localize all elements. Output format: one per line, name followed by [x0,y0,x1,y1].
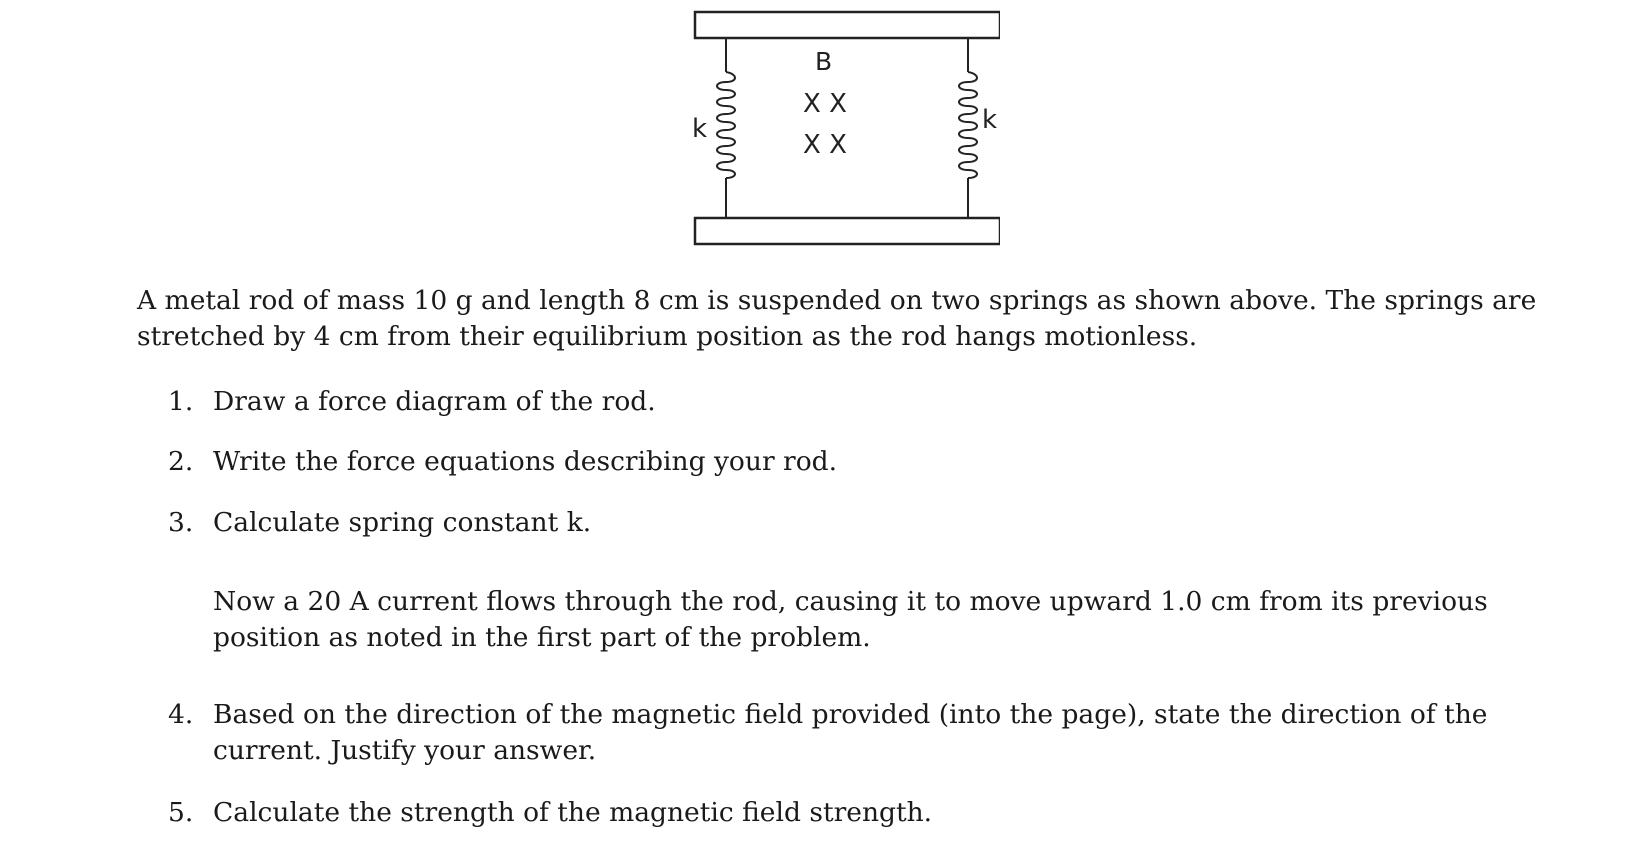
bottom-rod [695,218,1000,244]
top-rod [695,12,1000,38]
rod-springs-diagram [640,0,1000,250]
magnetic-field-label: B [815,47,833,76]
left-spring [717,38,735,218]
question-number: 5. [168,797,194,828]
problem-intro: A metal rod of mass 10 g and length 8 cm is suspended on two springs as shown above. The springs are stretched by 4 cm from their equilibrium position as the rod hangs motionless. [137,285,1537,352]
question-number: 1. [168,386,194,417]
question-text: Based on the direction of the magnetic field provided (into the page), state the direction of the current. Justify your answer. [213,699,1488,766]
question-number: 3. [168,507,194,538]
right-spring [959,38,977,218]
field-into-page-marks-row-1: X X [803,89,847,119]
question-number: 2. [168,446,194,477]
question-text: Calculate the strength of the magnetic field strength. [213,797,933,828]
question-text: Write the force equations describing your rod. [213,446,838,477]
question-number: 4. [168,699,194,730]
question-text: Draw a force diagram of the rod. [213,386,656,417]
problem-interlude: Now a 20 A current flows through the rod, causing it to move upward 1.0 cm from its previous position as noted in the first part of the problem. [213,586,1488,653]
question-text: Calculate spring constant k. [213,507,592,538]
field-into-page-marks-row-2: X X [803,130,847,160]
left-spring-label: k [692,114,708,144]
right-spring-label: k [982,105,998,135]
